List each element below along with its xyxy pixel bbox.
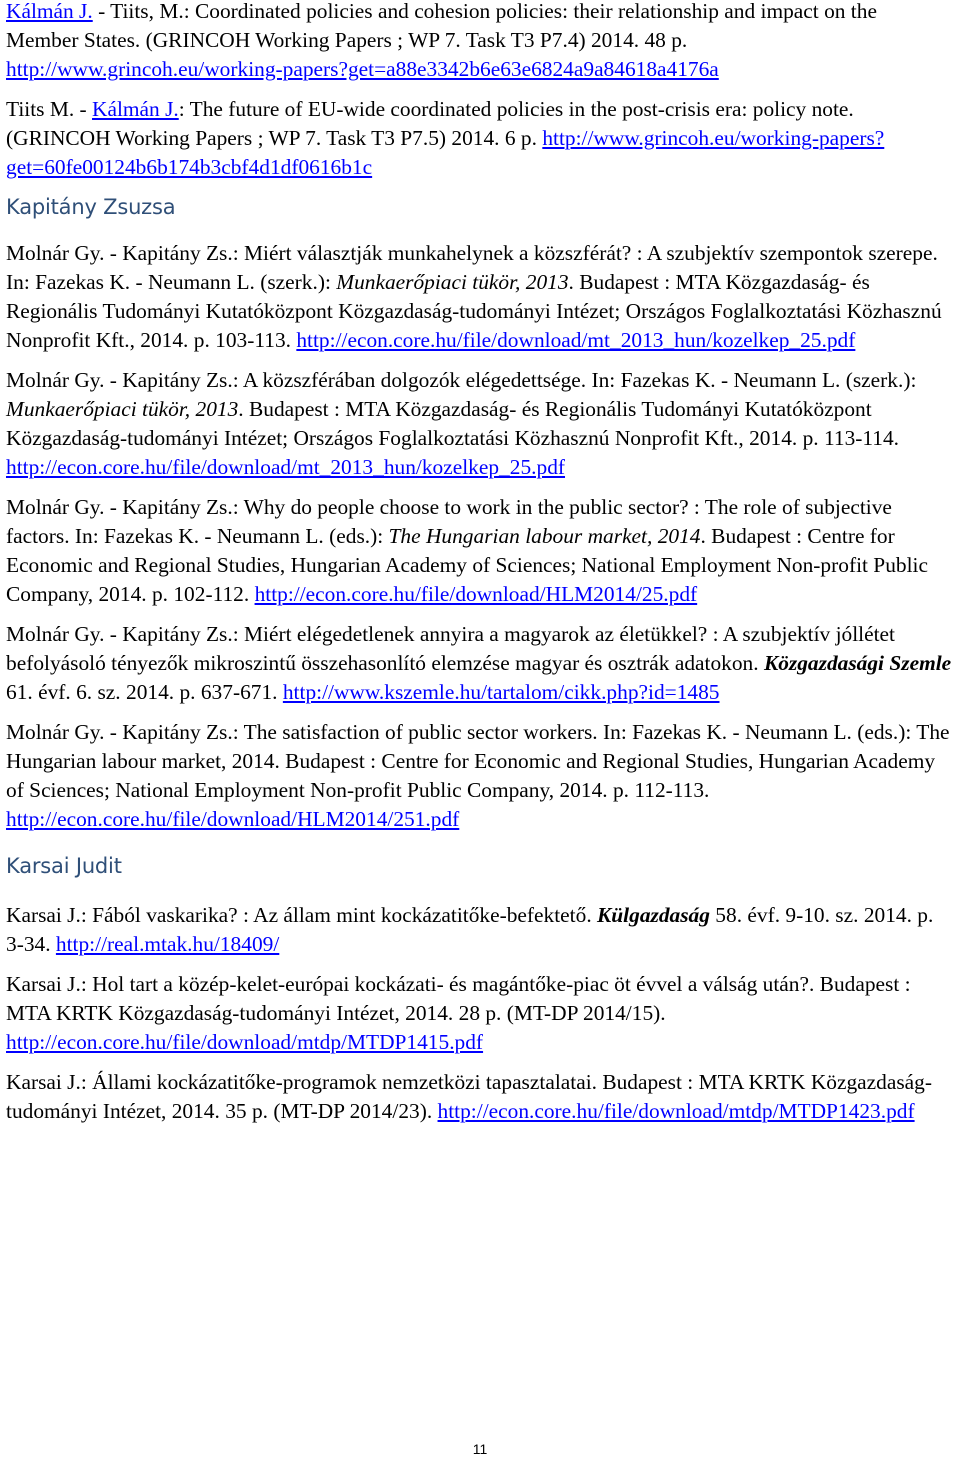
reference-text: 58. évf. 9-10. sz. 2014. p. 3-34. xyxy=(6,903,934,956)
reference-entry xyxy=(6,1068,954,1126)
reference-url-link[interactable]: http://econ.core.hu/file/download/HLM2014/251.pdf xyxy=(6,807,460,831)
reference-url-link[interactable]: http://www.grincoh.eu/working-papers?get=60fe00124b6b174b3cbf4d1df0616b1c xyxy=(6,126,885,179)
reference-url-link[interactable]: http://econ.core.hu/file/download/HLM2014/25.pdf xyxy=(254,582,698,606)
reference-url-link[interactable]: http://econ.core.hu/file/download/mt_2013_hun/kozelkep_25.pdf xyxy=(6,455,566,479)
reference-text: Karsai J.: Állami kockázatitőke-programok nemzetközi tapasztalatai. Budapest : MTA KRTK Közgazdaság-tudományi Intézet, 2014. 35 p. (MT-DP 2014/23). xyxy=(6,1070,932,1123)
reference-url-link[interactable]: http://www.kszemle.hu/tartalom/cikk.php?id=1485 xyxy=(282,680,720,704)
journal-title: Közgazdasági Szemle xyxy=(763,651,952,675)
book-title: The Hungarian labour market, 2014 xyxy=(388,524,701,548)
reference-entry xyxy=(6,366,954,482)
reference-url-link[interactable]: http://www.grincoh.eu/working-papers?get=a88e3342b6e63e6824a9a84618a4176a xyxy=(6,57,719,81)
reference-text: 61. évf. 6. sz. 2014. p. 637-671. xyxy=(6,680,283,704)
section-heading: Kapitány Zsuzsa xyxy=(6,195,176,219)
reference-text: Molnár Gy. - Kapitány Zs.: Why do people choose to work in the public sector? : The role of subjective factors. In: Fazekas K. - Neumann L. (eds.): xyxy=(6,495,892,548)
reference-url-link[interactable]: http://econ.core.hu/file/download/mtdp/MTDP1415.pdf xyxy=(6,1030,484,1054)
reference-entry xyxy=(6,493,954,609)
reference-url-link[interactable]: http://econ.core.hu/file/download/mtdp/MTDP1423.pdf xyxy=(437,1099,915,1123)
author-link[interactable]: Kálmán J. xyxy=(92,97,179,121)
document-page xyxy=(6,0,954,1137)
reference-text: . Budapest : MTA Közgazdaság- és Regionális Tudományi Kutatóközpont Közgazdaság-tudományi Intézet; Országos Foglalkoztatási Közhasznú Nonprofit Kft., 2014. p. 103-113. xyxy=(6,270,942,352)
reference-text: Karsai J.: Hol tart a közép-kelet-európai kockázati- és magántőke-piac öt évvel a válság után?. Budapest : MTA KRTK Közgazdaság-tudományi Intézet, 2014. 28 p. (MT-DP 2014/15). xyxy=(6,972,911,1025)
reference-text: Karsai J.: Fából vaskarika? : Az állam mint kockázatitőke-befektető. xyxy=(6,903,598,927)
section-heading: Karsai Judit xyxy=(6,854,122,878)
journal-title: Külgazdaság xyxy=(597,903,710,927)
reference-entry xyxy=(6,0,954,84)
reference-entry xyxy=(6,95,954,182)
reference-url-link[interactable]: http://econ.core.hu/file/download/mt_2013_hun/kozelkep_25.pdf xyxy=(296,328,856,352)
reference-url-link[interactable]: http://real.mtak.hu/18409/ xyxy=(55,932,280,956)
reference-text: . Budapest : Centre for Economic and Regional Studies, Hungarian Academy of Sciences; National Employment Non-profit Public Company, 2014. p. 102-112. xyxy=(6,524,928,606)
reference-text: . Budapest : MTA Közgazdaság- és Regionális Tudományi Kutatóközpont Közgazdaság-tudományi Intézet; Országos Foglalkoztatási Közhasznú Nonprofit Kft., 2014. p. 113-114. xyxy=(6,397,900,450)
reference-text: - Tiits, M.: Coordinated policies and cohesion policies: their relationship and impact on the Member States. (GRINCOH Working Papers ; WP 7. Task T3 P7.4) 2014. 48 p. xyxy=(6,0,877,52)
reference-text: Molnár Gy. - Kapitány Zs.: Miért választják munkahelynek a közszférát? : A szubjektív szempontok szerepe. In: Fazekas K. - Neumann L. (szerk.): xyxy=(6,241,938,294)
reference-entry xyxy=(6,718,954,834)
author-link[interactable]: Kálmán J. xyxy=(6,0,93,23)
reference-entry xyxy=(6,901,954,959)
reference-entry xyxy=(6,970,954,1057)
reference-entry xyxy=(6,239,954,355)
page-number: 11 xyxy=(472,1441,488,1457)
reference-text: Molnár Gy. - Kapitány Zs.: Miért elégedetlenek annyira a magyarok az életükkel? : A szubjektív jóllétet befolyásoló tényezők mikroszintű összehasonlító elemzése magyar és osztrák adatokon. xyxy=(6,622,895,675)
book-title: Munkaerőpiaci tükör, 2013 xyxy=(6,397,239,421)
reference-text: : The future of EU-wide coordinated policies in the post-crisis era: policy note. (GRINCOH Working Papers ; WP 7. Task T3 P7.5) 2014. 6 p. xyxy=(6,97,854,150)
reference-text: Molnár Gy. - Kapitány Zs.: The satisfaction of public sector workers. In: Fazekas K. - Neumann L. (eds.): The Hungarian labour market, 2014. Budapest : Centre for Economic and Regional Studies, Hungarian Academy of Sciences; National Employment Non-profit Public Company, 2014. p. 112-113. xyxy=(6,720,950,802)
book-title: Munkaerőpiaci tükör, 2013 xyxy=(336,270,569,294)
reference-entry xyxy=(6,620,954,707)
reference-text: Molnár Gy. - Kapitány Zs.: A közszférában dolgozók elégedettsége. In: Fazekas K. - Neumann L. (szerk.): xyxy=(6,368,917,392)
reference-text: Tiits M. - xyxy=(6,97,93,121)
